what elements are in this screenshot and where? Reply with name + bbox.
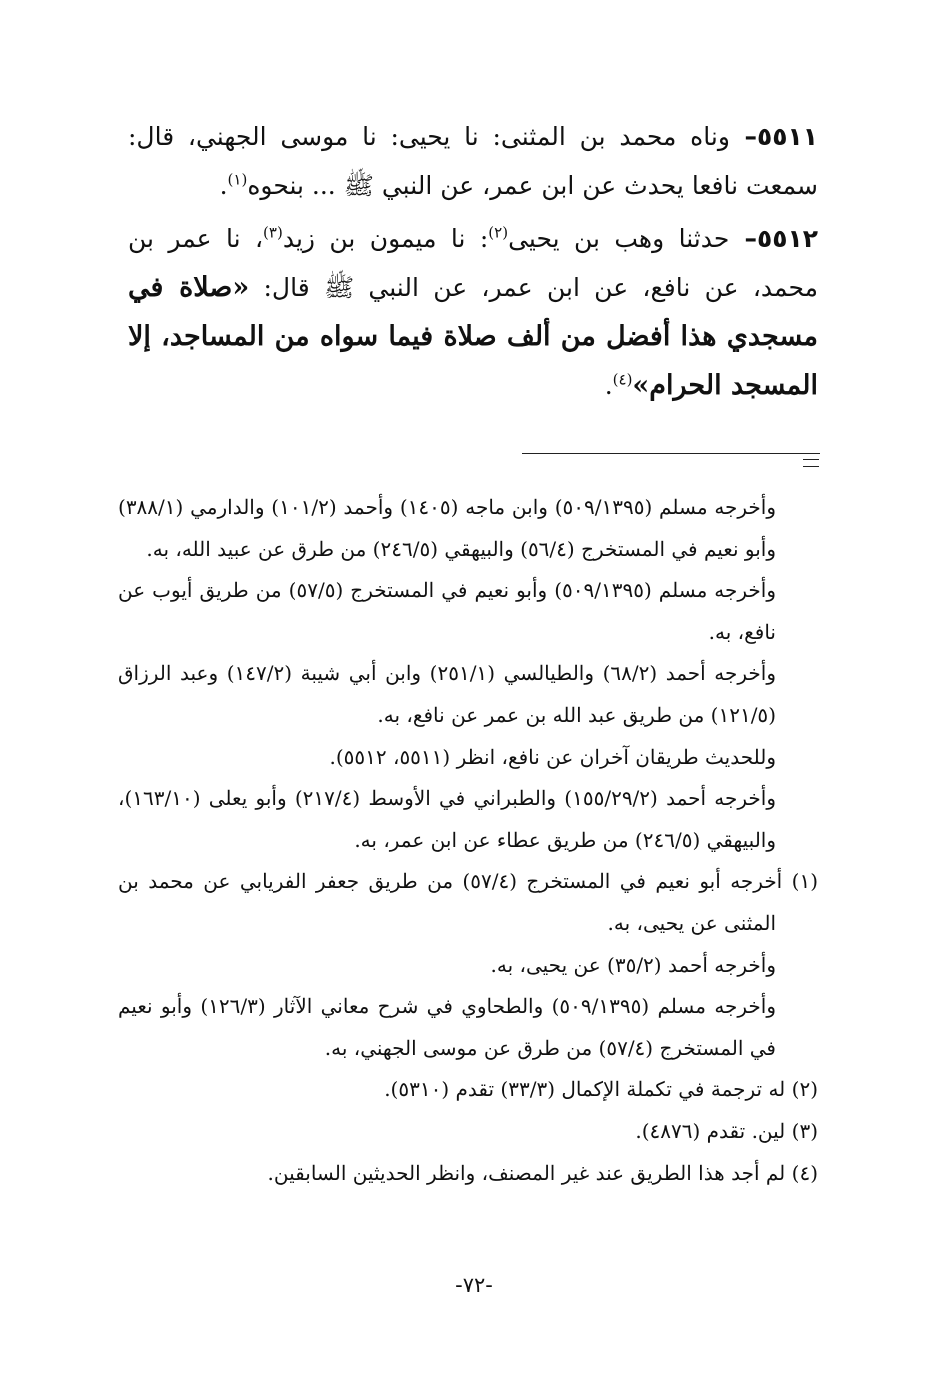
footnote-ref: (٤) [612, 370, 633, 389]
main-text [128, 112, 818, 410]
footnote-continued-line: وأخرجه أحمد (١٥٥/٢٩/٢) والطبراني في الأوسط (٢١٧/٤) وأبو يعلى (١٦٣/١٠)، والبيهقي (٢٤٦/٥) من طريق عطاء عن ابن عمر، به. [118, 786, 777, 852]
page-number: -٧٢- [455, 1273, 493, 1297]
hadith-number: ٥٥١١ [756, 122, 818, 151]
footnote-1-line: وأخرجه مسلم (٥٠٩/١٣٩٥) والطحاوي في شرح معاني الآثار (١٢٦/٣) وأبو نعيم في المستخرج (٥٧/٤) من طرق عن موسى الجهني، به. [118, 994, 777, 1060]
hadith-number: ٥٥١٢ [756, 224, 819, 253]
footnotes [118, 487, 818, 1194]
footnote-ref: (٢) [488, 223, 509, 242]
hadith-5511: ٥٥١١– وناه محمد بن المثنى: نا يحيى: نا موسى الجهني، قال: سمعت نافعا يحدث عن ابن عمر، عن النبي ﷺ ... بنحوه$^{(١)}$. [128, 122, 818, 200]
footnote-continued-line: وأخرجه أحمد (٦٨/٢) والطيالسي (٢٥١/١) وابن أبي شيبة (١٤٧/٢) وعبد الرزاق (١٢١/٥) من طريق عبد الله بن عمر عن نافع، به. [118, 661, 776, 727]
footnote-1-line: وأخرجه أحمد (٣٥/٢) عن يحيى، به. [490, 952, 776, 977]
footnote-ref: (١) [227, 170, 248, 189]
footnote-ref: (٣) [263, 223, 283, 242]
footnote-continued-line: وأخرجه مسلم (٥٠٩/١٣٩٥) وابن ماجه (١٤٠٥) وأحمد (١٠١/٢) والدارمي (٣٨٨/١) وأبو نعيم في المستخرج (٥٦/٤) والبيهقي (٢٤٦/٥) من طرق عن عبيد الله، به. [118, 495, 777, 561]
footnote-4: (٤) لم أجد هذا الطريق عند غير المصنف، وانظر الحديثين السابقين. [267, 1160, 818, 1185]
footnote-1: (١) أخرجه أبو نعيم في المستخرج (٥٧/٤) من طريق جعفر الفريابي عن محمد بن المثنى عن يحيى، به. [118, 869, 819, 935]
prophetic-saying: «صلاة في مسجدي هذا أفضل من ألف صلاة فيما سواه من المساجد، إلا المسجد الحرام» [128, 272, 818, 401]
footnote-separator [522, 453, 820, 454]
footnote-continued-line: وأخرجه مسلم (٥٠٩/١٣٩٥) وأبو نعيم في المستخرج (٥٧/٥) من طريق أيوب عن نافع، به. [118, 578, 777, 644]
footnote-continued-line: وللحديث طريقان آخران عن نافع، انظر (٥٥١١، ٥٥١٢). [329, 744, 776, 769]
continuation-mark [803, 459, 819, 467]
footnote-2: (٢) له ترجمة في تكملة الإكمال (٣٣/٣) تقدم (٥٣١٠). [384, 1077, 818, 1102]
hadith-text: وناه محمد بن المثنى: نا يحيى: نا موسى الجهني، قال: سمعت نافعا يحدث عن ابن عمر، عن النبي ﷺ ... بنحوه [128, 122, 818, 200]
hadith-text: حدثنا وهب بن يحيى [508, 224, 730, 253]
hadith-5512: ٥٥١٢– حدثنا وهب بن يحيى$^{(٢)}$: نا ميمون بن زيد$^{(٣)}$، نا عمر بن محمد، عن نافع، عن ابن عمر، عن النبي ﷺ قال: «صلاة في مسجدي هذا أفضل من ألف صلاة فيما سواه من المساجد، إلا المسجد الحرام»$^{(٤)}$. [128, 223, 819, 401]
footnote-3: (٣) لين. تقدم (٤٨٧٦). [635, 1118, 818, 1143]
